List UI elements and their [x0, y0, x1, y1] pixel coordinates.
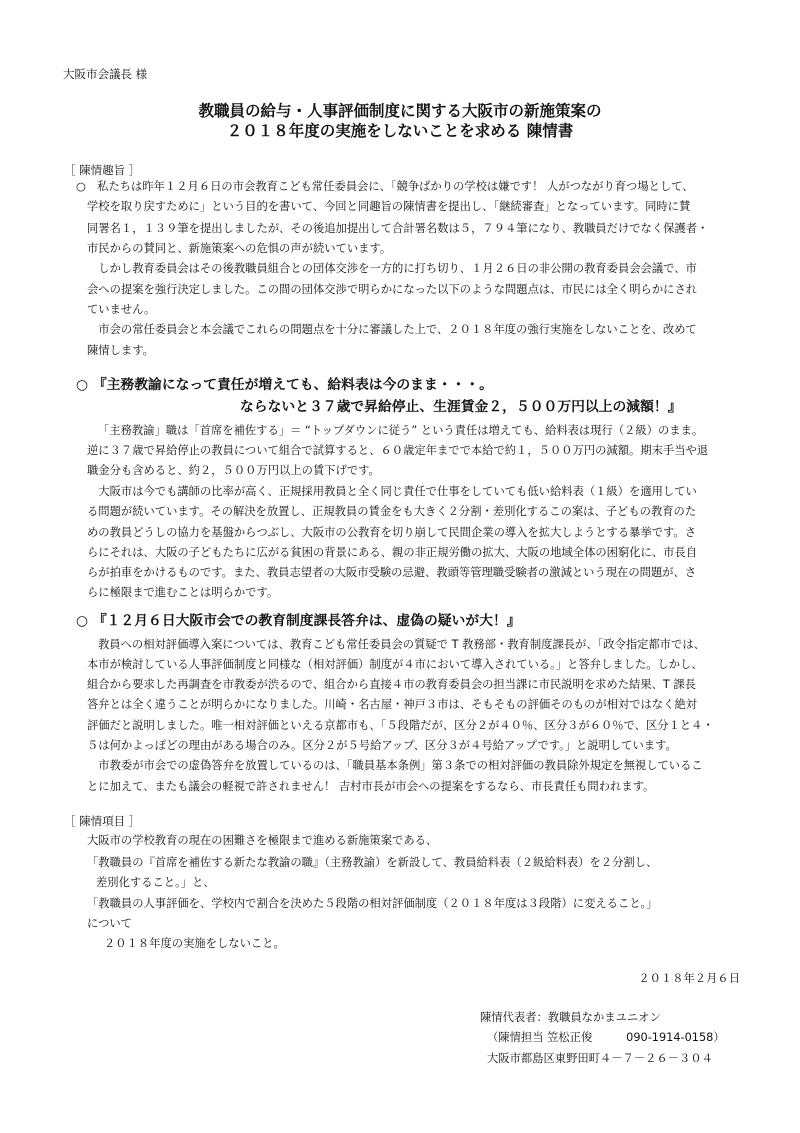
- items-line: について: [87, 917, 132, 930]
- items-line: 大阪市の学校教育の現在の困難さを極限まで進める新施策案である、: [87, 834, 438, 847]
- section1-line: 逆に３７歳で昇給停止の教員について組合で試算すると、６０歳定年までで本給で約１，５００万円の減額。期末手当や退: [87, 444, 709, 457]
- section1-line: 職金分も含めると、約２，５００万円以上の賃下げです。: [87, 464, 380, 477]
- title-line-2: ２０１８年度の実施をしないことを求める 陳情書: [226, 122, 574, 140]
- items-line: ２０１８年度の実施をしないこと。: [104, 937, 285, 950]
- purpose-line: 陳情します。: [87, 344, 154, 357]
- purpose-line: 市民からの賛同と、新施策案への危惧の声が続いています。: [87, 242, 392, 255]
- title-line-1: 教職員の給与・人事評価制度に関する大阪市の新施策案の: [198, 102, 602, 120]
- section1-heading-line-2: ならないと３７歳で昇給停止、生涯賃金２，５００万円以上の減額！』: [240, 399, 682, 415]
- section2-line: 答弁とは全く違うことが明らかになりました。川崎・名古屋・神戸３市は、そもそもの評価そのものが相対ではなく絶対: [87, 698, 698, 711]
- purpose-line: ていません。: [87, 303, 156, 316]
- sender-representative: 陳情代表者：教職員なかまユニオン: [480, 1011, 661, 1024]
- section1-line: らが拍車をかけるものです。また、教員志望者の大阪市受験の忌避、教頭等管理職受験者の激減という現在の問題が、さ: [87, 566, 697, 579]
- items-line: 「教職員の人事評価を、学校内で割合を決めた５段階の相対評価制度（２０１８年度は３段階）に変えること。」: [87, 897, 658, 910]
- section1-line: らにそれは、大阪の子どもたちに広がる貧困の背景にある、親の非正規労働の拡大、大阪の地域全体の困窮化に、市長自: [87, 546, 698, 559]
- section1-line: 「主務教諭」職は「首席を補佐する」＝ “トップダウンに従う” という責任は増えても、給料表は現行（２級）のまま。: [98, 424, 704, 437]
- purpose-line: しかし教育委員会はその後教職員組合との団体交渉を一方的に打ち切り、１月２６日の非公開の教育委員会会議で、市: [87, 262, 697, 275]
- section1-line: 大阪市は今でも講師の比率が高く、正規採用教員と全く同じ責任で仕事をしていても低い給料表（１級）を適用してい: [87, 485, 697, 498]
- section2-line: 評価だと説明しました。唯一相対評価といえる京都市も、「５段階だが、区分２が４０％、区分３が６０％で、区分１と４・: [87, 719, 714, 732]
- petition-date: ２０１８年２月６日: [638, 972, 740, 985]
- purpose-line: 会への提案を強行決定しました。この間の団体交渉で明らかになった以下のような問題点は、市民には全く明らかにされ: [87, 283, 698, 296]
- purpose-line: ○ 私たちは昨年１２月６日の市会教育こども常任委員会に、「競争ばかりの学校は嫌です！ 人がつながり育つ場として、: [76, 180, 694, 193]
- purpose-line: 市会の常任委員会と本会議でこれらの問題点を十分に審議した上で、２０１８年度の強行実施をしないことを、改めて: [87, 323, 697, 336]
- purpose-line: 学校を取り戻すために」という目的を書いて、今回と同趣旨の陳情書を提出し、「継続審査」となっています。同時に賛: [87, 200, 691, 213]
- items-line: 差別化すること。」と、: [96, 876, 215, 889]
- addressee: 大阪市会議長 様: [63, 67, 148, 81]
- section2-line: 教員への相対評価導入案については、教育こども常任委員会の質疑で T 教務部・教育制度課長が、「政令指定都市では、: [98, 638, 705, 651]
- section1-heading-line-1: ○ 『主務教諭になって責任が増えても、給料表は今のまま・・・。: [76, 377, 493, 393]
- section2-heading: ○ 『１２月６日大阪市会での教育制度課長答弁は、虚偽の疑いが大！』: [76, 613, 521, 629]
- section2-line: ５は何かよっぽどの理由がある場合のみ。区分２が５号給アップ、区分３が４号給アップです。」と説明しています。: [87, 739, 677, 752]
- sender-contact: （陳情担当 笠松正俊 090-1914-0158）: [487, 1031, 725, 1044]
- section1-line: る問題が続いています。その解決を放置し、正規教員の賃金をも大きく２分割・差別化するこの案は、子どもの教育のた: [87, 505, 697, 518]
- sender-address: 大阪市都島区東野田町４－７－２６－３０４: [487, 1052, 713, 1065]
- items-line: 「教職員の『首席を補佐する新たな教諭の職』（主務教諭）を新設して、教員給料表（２級給料表）を２分割し、: [87, 856, 658, 869]
- section1-line: めの教員どうしの協力を基盤からつぶし、大阪市の公教育を切り崩して民間企業の導入を拡大しようとする暴挙です。さ: [87, 526, 697, 539]
- section2-line: 市教委が市会での虚偽答弁を放置しているのは、「職員基本条例」第３条での相対評価の教員除外規定を無視しているこ: [87, 759, 703, 772]
- purpose-line: 同署名１，１３９筆を提出しましたが、その後追加提出して合計署名数は５，７９４筆になり、教職員だけでなく保護者・: [87, 222, 709, 235]
- section2-line: 本市が検討している人事評価制度と同様な（相対評価）制度が４市において導入されている。」と答弁しました。しかし、: [87, 658, 703, 671]
- items-label: ［ 陳情項目 ］: [64, 814, 141, 828]
- purpose-label: ［ 陳情趣旨 ］: [64, 163, 141, 177]
- section2-line: 組合から要求した再調査を市教委が渋るので、組合から直接４市の教育委員会の担当課に市民説明を求めた結果、T 課長: [87, 678, 697, 691]
- section1-line: らに極限まで進むことは明らかです。: [87, 586, 279, 599]
- section2-line: とに加えて、またも議会の軽視で許されません！ 吉村市長が市会への提案をするなら、市長責任も問われます。: [87, 780, 655, 793]
